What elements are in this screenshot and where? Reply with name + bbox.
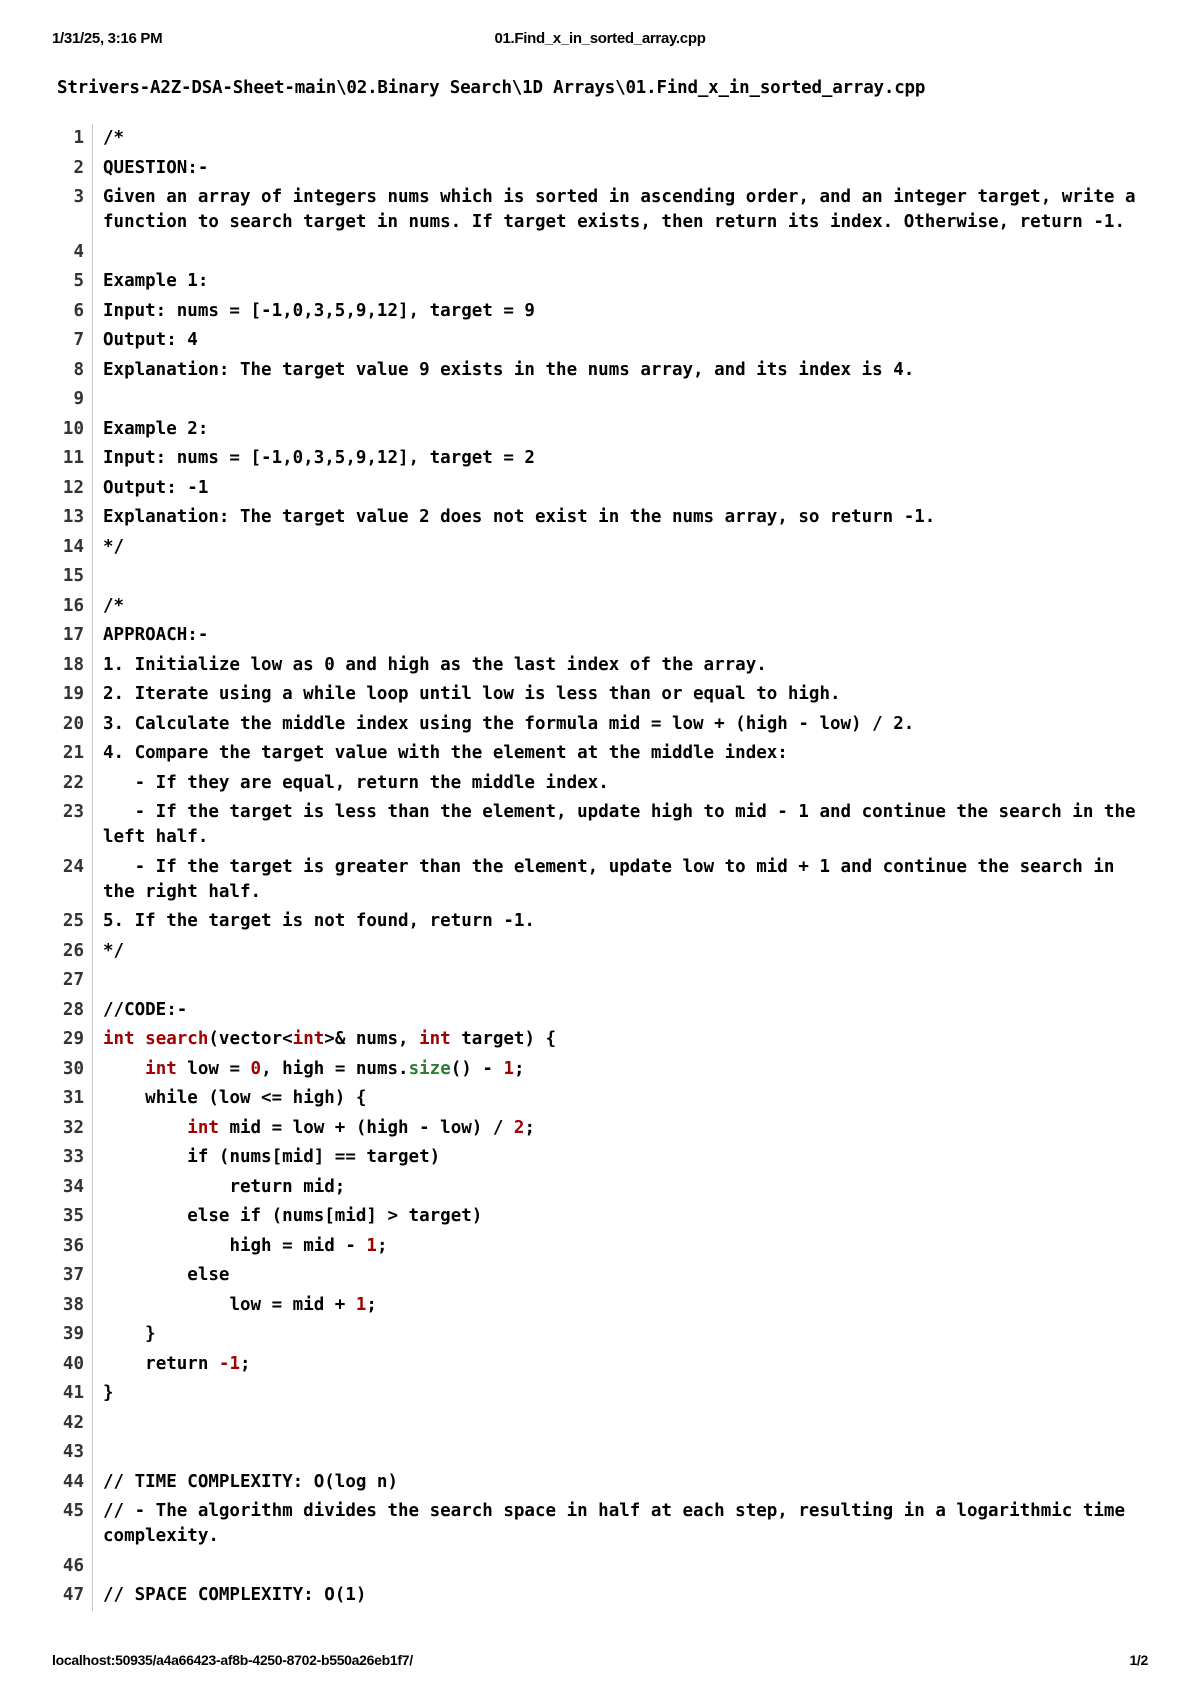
- line-number: 20: [52, 710, 93, 740]
- line-text: [93, 124, 1152, 154]
- code-token: target) {: [450, 1029, 557, 1049]
- code-token: Output: -1: [103, 477, 209, 498]
- line-text: [93, 1379, 1152, 1409]
- code-token: (vector<: [208, 1029, 293, 1049]
- code-line: [52, 621, 1152, 651]
- code-token: Example 2:: [103, 418, 209, 439]
- code-token: //CODE:-: [103, 999, 188, 1020]
- code-token: Given an array of integers nums which is sorted in ascending order, and an integer target, write a function to search target in nums. If target exists, then return its index. Otherwise, return -1.: [103, 187, 1147, 232]
- line-text: [93, 1497, 1152, 1552]
- page-footer: [52, 1652, 1148, 1674]
- line-text: [93, 1581, 1152, 1611]
- line-number: 32: [52, 1114, 93, 1144]
- code-line: [52, 651, 1152, 681]
- line-number: 11: [52, 444, 93, 474]
- code-line: [52, 1261, 1152, 1291]
- line-number: 30: [52, 1055, 93, 1085]
- code-token: 0: [250, 1058, 262, 1079]
- code-token: else if (nums[mid] > target): [103, 1206, 483, 1226]
- code-line: [52, 710, 1152, 740]
- code-token: search: [145, 1029, 209, 1049]
- code-token: () -: [450, 1058, 504, 1079]
- line-text: [93, 592, 1152, 622]
- code-token: 1. Initialize low as 0 and high as the last index of the array.: [103, 654, 767, 675]
- line-number: 8: [52, 356, 93, 386]
- line-number: 14: [52, 533, 93, 563]
- line-text: [93, 297, 1152, 327]
- line-text: [93, 651, 1152, 681]
- code-line: [52, 592, 1152, 622]
- line-number: 41: [52, 1379, 93, 1409]
- line-text: [93, 183, 1152, 238]
- line-number: 3: [52, 183, 93, 238]
- line-number: 19: [52, 680, 93, 710]
- line-text: [93, 474, 1152, 504]
- code-token: 2. Iterate using a while loop until low is less than or equal to high.: [103, 684, 841, 704]
- line-text: [93, 739, 1152, 769]
- code-line: [52, 183, 1152, 238]
- line-text: [93, 154, 1152, 184]
- code-line: [52, 444, 1152, 474]
- code-token: Output: 4: [103, 330, 198, 350]
- line-text: [93, 996, 1152, 1026]
- code-token: Explanation: The target value 2 does not exist in the nums array, so return -1.: [103, 507, 936, 527]
- line-text: [93, 444, 1152, 474]
- code-line: [52, 1552, 1152, 1582]
- code-line: [52, 533, 1152, 563]
- code-token: */: [103, 940, 125, 961]
- code-token: ;: [513, 1058, 525, 1079]
- page-url[interactable]: localhost:50935/a4a66423-af8b-4250-8702-b550a26eb1f7/: [52, 1652, 413, 1668]
- code-token: QUESTION:-: [103, 157, 209, 178]
- line-number: 27: [52, 966, 93, 996]
- code-token: int: [419, 1029, 451, 1049]
- line-text: [93, 1320, 1152, 1350]
- code-token: 4. Compare the target value with the element at the middle index:: [103, 743, 788, 763]
- code-token: low = mid +: [103, 1294, 356, 1315]
- code-line: [52, 474, 1152, 504]
- code-line: [52, 415, 1152, 445]
- code-line: [52, 356, 1152, 386]
- page-header: [52, 30, 1148, 54]
- code-line: [52, 238, 1152, 268]
- code-token: ;: [366, 1294, 377, 1315]
- line-text: [93, 1114, 1152, 1144]
- code-line: [52, 1379, 1152, 1409]
- code-line: [52, 1084, 1152, 1114]
- code-line: [52, 124, 1152, 154]
- code-token: high = mid -: [103, 1235, 367, 1256]
- code-token: ;: [240, 1353, 251, 1374]
- code-token: 1: [355, 1294, 367, 1315]
- code-line: [52, 1409, 1152, 1439]
- code-token: int: [292, 1029, 325, 1049]
- line-text: [93, 326, 1152, 356]
- code-line: [52, 996, 1152, 1026]
- code-token: */: [103, 536, 125, 557]
- line-number: 33: [52, 1143, 93, 1173]
- code-line: [52, 1025, 1152, 1055]
- line-text: [93, 1055, 1152, 1085]
- line-number: 24: [52, 853, 93, 908]
- line-number: 28: [52, 996, 93, 1026]
- print-datetime: 1/31/25, 3:16 PM: [52, 30, 163, 47]
- code-token: - If they are equal, return the middle index.: [103, 772, 609, 793]
- code-line: [52, 1581, 1152, 1611]
- line-text: [93, 937, 1152, 967]
- line-number: 6: [52, 297, 93, 327]
- code-line: [52, 297, 1152, 327]
- code-line: [52, 853, 1152, 908]
- code-line: [52, 966, 1152, 996]
- line-text: [93, 415, 1152, 445]
- line-number: 37: [52, 1261, 93, 1291]
- code-token: Input: nums = [-1,0,3,5,9,12], target = 9: [103, 300, 535, 321]
- line-text: [93, 1468, 1152, 1498]
- line-text: [93, 798, 1152, 853]
- code-token: -1: [218, 1353, 240, 1374]
- code-token: [103, 1118, 187, 1138]
- code-token: [103, 1059, 145, 1079]
- code-line: [52, 1350, 1152, 1380]
- code-line: [52, 1468, 1152, 1498]
- line-number: 43: [52, 1438, 93, 1468]
- line-number: 13: [52, 503, 93, 533]
- line-number: 46: [52, 1552, 93, 1582]
- code-token: Example 1:: [103, 271, 209, 291]
- code-token: Explanation: The target value 9 exists in the nums array, and its index is 4.: [103, 359, 915, 380]
- code-token: /*: [103, 595, 125, 616]
- code-line: [52, 1320, 1152, 1350]
- line-number: 44: [52, 1468, 93, 1498]
- code-token: // - The algorithm divides the search space in half at each step, resulting in a logarithmic time complexity.: [103, 1501, 1136, 1546]
- line-number: 42: [52, 1409, 93, 1439]
- line-number: 31: [52, 1084, 93, 1114]
- line-text: [93, 1173, 1152, 1203]
- line-number: 47: [52, 1581, 93, 1611]
- code-line: [52, 1202, 1152, 1232]
- code-token: int: [103, 1029, 135, 1049]
- line-number: 29: [52, 1025, 93, 1055]
- line-number: 26: [52, 937, 93, 967]
- code-token: return mid;: [103, 1176, 346, 1197]
- line-text: [93, 680, 1152, 710]
- line-text: [93, 907, 1152, 937]
- line-text: [93, 1202, 1152, 1232]
- line-text: [93, 1025, 1152, 1055]
- line-number: 5: [52, 267, 93, 297]
- line-number: 36: [52, 1232, 93, 1262]
- code-token: // SPACE COMPLEXITY: O(1): [103, 1585, 367, 1605]
- line-text: [93, 356, 1152, 386]
- code-token: 2: [513, 1117, 525, 1138]
- code-line: [52, 1055, 1152, 1085]
- file-path: Strivers-A2Z-DSA-Sheet-main\02.Binary Search\1D Arrays\01.Find_x_in_sorted_array.cpp: [57, 78, 926, 98]
- code-line: [52, 1438, 1152, 1468]
- line-text: [93, 1438, 1152, 1468]
- line-text: [93, 1552, 1152, 1582]
- code-token: APPROACH:-: [103, 625, 209, 645]
- code-token: low =: [176, 1058, 251, 1079]
- code-token: /*: [103, 128, 125, 148]
- line-number: 21: [52, 739, 93, 769]
- code-token: ;: [376, 1235, 388, 1256]
- code-token: - If the target is greater than the element, update low to mid + 1 and continue the search in the right half.: [103, 856, 1125, 902]
- code-line: [52, 680, 1152, 710]
- code-line: [52, 1114, 1152, 1144]
- line-text: [93, 1261, 1152, 1291]
- code-line: [52, 907, 1152, 937]
- code-token: , high = nums.: [261, 1058, 409, 1079]
- code-token: 5. If the target is not found, return -1.: [103, 911, 535, 931]
- code-line: [52, 798, 1152, 853]
- code-token: if (nums[mid] == target): [103, 1147, 441, 1167]
- line-number: 45: [52, 1497, 93, 1552]
- line-number: 34: [52, 1173, 93, 1203]
- line-number: 38: [52, 1291, 93, 1321]
- line-text: [93, 853, 1152, 908]
- line-number: 17: [52, 621, 93, 651]
- code-token: // TIME COMPLEXITY: O(log n): [103, 1471, 399, 1492]
- code-token: [135, 1029, 146, 1049]
- line-number: 4: [52, 238, 93, 268]
- code-token: size: [408, 1058, 451, 1079]
- line-text: [93, 1084, 1152, 1114]
- line-text: [93, 562, 1152, 592]
- line-text: [93, 966, 1152, 996]
- code-token: 1: [503, 1058, 514, 1079]
- page-number: 1/2: [1129, 1652, 1148, 1668]
- line-text: [93, 385, 1152, 415]
- line-text: [93, 238, 1152, 268]
- line-number: 9: [52, 385, 93, 415]
- code-line: [52, 154, 1152, 184]
- code-token: Input: nums = [-1,0,3,5,9,12], target = 2: [103, 448, 535, 468]
- line-number: 25: [52, 907, 93, 937]
- line-text: [93, 1409, 1152, 1439]
- line-number: 7: [52, 326, 93, 356]
- code-token: mid = low + (high - low) /: [218, 1117, 514, 1138]
- code-token: 3. Calculate the middle index using the formula mid = low + (high - low) / 2.: [103, 713, 915, 734]
- line-number: 39: [52, 1320, 93, 1350]
- code-listing: [52, 124, 1152, 1611]
- document-title: 01.Find_x_in_sorted_array.cpp: [494, 30, 706, 47]
- code-line: [52, 739, 1152, 769]
- line-number: 15: [52, 562, 93, 592]
- code-line: [52, 1497, 1152, 1552]
- code-token: }: [103, 1383, 114, 1403]
- line-text: [93, 1291, 1152, 1321]
- line-number: 12: [52, 474, 93, 504]
- line-text: [93, 533, 1152, 563]
- line-number: 16: [52, 592, 93, 622]
- line-number: 18: [52, 651, 93, 681]
- code-line: [52, 326, 1152, 356]
- line-text: [93, 769, 1152, 799]
- line-number: 1: [52, 124, 93, 154]
- code-line: [52, 267, 1152, 297]
- code-line: [52, 385, 1152, 415]
- code-token: 1: [366, 1235, 377, 1256]
- line-text: [93, 710, 1152, 740]
- code-line: [52, 769, 1152, 799]
- code-token: - If the target is less than the element, update high to mid - 1 and continue the search in the left half.: [103, 802, 1147, 847]
- code-token: return: [103, 1353, 219, 1374]
- code-token: else: [103, 1265, 230, 1285]
- line-number: 23: [52, 798, 93, 853]
- code-token: ;: [524, 1117, 536, 1138]
- line-number: 35: [52, 1202, 93, 1232]
- code-token: >& nums,: [324, 1029, 420, 1049]
- line-text: [93, 1232, 1152, 1262]
- line-text: [93, 1143, 1152, 1173]
- code-line: [52, 1143, 1152, 1173]
- line-text: [93, 267, 1152, 297]
- code-line: [52, 562, 1152, 592]
- code-line: [52, 937, 1152, 967]
- line-number: 40: [52, 1350, 93, 1380]
- code-token: }: [103, 1324, 156, 1344]
- line-number: 22: [52, 769, 93, 799]
- line-text: [93, 1350, 1152, 1380]
- line-number: 10: [52, 415, 93, 445]
- code-token: int: [187, 1117, 219, 1138]
- code-line: [52, 1232, 1152, 1262]
- line-text: [93, 503, 1152, 533]
- code-line: [52, 503, 1152, 533]
- line-text: [93, 621, 1152, 651]
- code-line: [52, 1173, 1152, 1203]
- line-number: 2: [52, 154, 93, 184]
- code-token: int: [145, 1058, 177, 1079]
- code-token: while (low <= high) {: [103, 1088, 367, 1108]
- code-line: [52, 1291, 1152, 1321]
